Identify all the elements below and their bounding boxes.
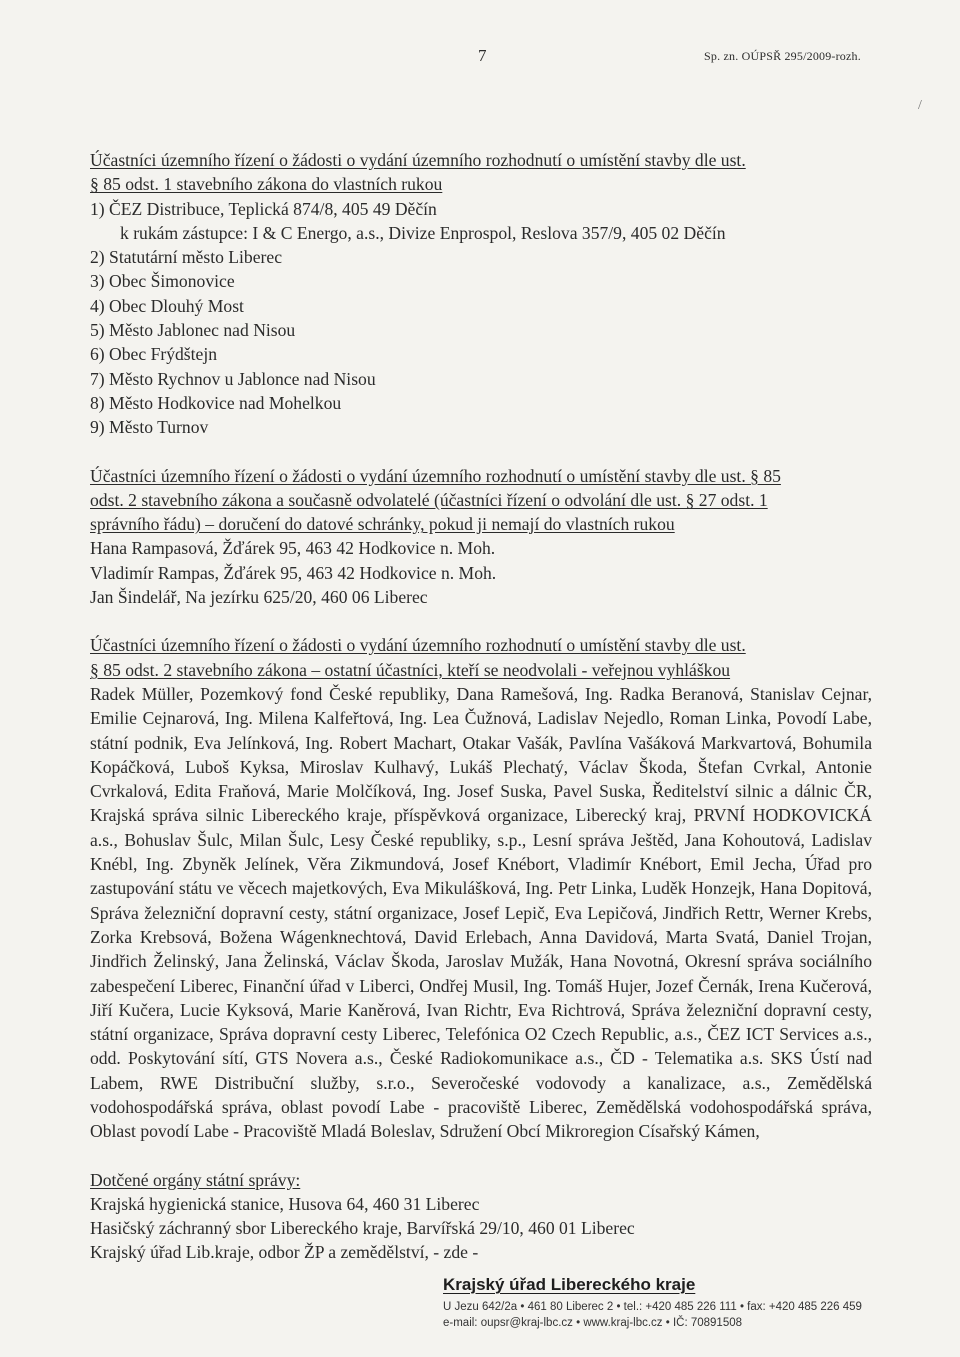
list-item: 1) ČEZ Distribuce, Teplická 874/8, 405 49 Děčín bbox=[90, 198, 437, 219]
list-item: 4) Obec Dlouhý Most bbox=[90, 295, 244, 316]
list-item: 6) Obec Frýdštejn bbox=[90, 344, 218, 365]
section-participants-85-2-appellants bbox=[90, 464, 890, 610]
section-heading: Účastníci územního řízení o žádosti o vydání územního rozhodnutí o umístění stavby dle ust. bbox=[90, 635, 746, 656]
section-heading: odst. 2 stavebního zákona a současně odvolatelé (účastníci řízení o odvolání dle ust. § 27 odst. 1 bbox=[90, 489, 768, 510]
person-line: Jan Šindelář, Na jezírku 625/20, 460 06 Liberec bbox=[90, 587, 428, 608]
list-item: 5) Město Jablonec nad Nisou bbox=[90, 320, 296, 341]
section-heading: správního řádu) – doručení do datové schránky, pokud ji nemají do vlastních rukou bbox=[90, 514, 675, 535]
office-address: U Jezu 642/2a • 461 80 Liberec 2 • tel.: +420 485 226 111 • fax: +420 485 226 459 bbox=[443, 1301, 862, 1313]
person-line: Hana Rampasová, Žďárek 95, 463 42 Hodkovice n. Moh. bbox=[90, 538, 496, 559]
person-line: Vladimír Rampas, Žďárek 95, 463 42 Hodkovice n. Moh. bbox=[90, 562, 497, 583]
list-item: 7) Město Rychnov u Jablonce nad Nisou bbox=[90, 368, 376, 389]
scan-mark: / bbox=[918, 98, 922, 113]
letterhead-footer bbox=[443, 1275, 862, 1331]
authority-line: Krajská hygienická stanice, Husova 64, 460 31 Liberec bbox=[90, 1193, 480, 1214]
list-item: 3) Obec Šimonovice bbox=[90, 271, 235, 292]
page-number: 7 bbox=[478, 46, 487, 65]
section-participants-85-1 bbox=[90, 148, 890, 440]
participants-paragraph: Radek Müller, Pozemkový fond České republiky, Dana Ramešová, Ing. Radka Beranová, Stanislav Cejnar, Emilie Cejnarová, Ing. Milena Kalfeřtová, Ing. Lea Čužnová, Ladislav Nejedlo, Roman Linka, Povodí Labe, státní podnik, Eva Jelínková, Ing. Robert Machart, Otakar Vašák, Pavlína Vašáková Markvartová, Bohumila Kopáčková, Luboš Kyksa, Miroslav Kulhavý, Lukáš Plechatý, Václav Škoda, Štefan Cvrkal, Antonie Cvrkalová, Edita Fraňová, Marie Molčíková, Ing. Josef Suska, Pavel Suska, Ředitelství silnic a dálnic ČR, Krajská správa silnic Libereckého kraje, příspěvková organizace, Liberecký kraj, PRVNÍ HODKOVICKÁ a.s., Bohuslav Šulc, Milan Šulc, Lesy České republiky, s.p., Lesní správa Ještěd, Jana Kohoutová, Ladislav Knébl, Ing. Zbyněk Jelínek, Věra Zikmundová, Josef Knébort, Vladimír Knébort, Emil Jecha, Úřad pro zastupování státu ve věcech majetkových, Eva Mikulášková, Ing. Petr Linka, Luděk Honzejk, Hana Dopitová, Správa železniční dopravní cesty, státní organizace, Josef Lepič, Eva Lepičová, Jindřich Rettr, Werner Krebs, Zorka Krebsová, Božena Wágenknechtová, David Erlebach, Anna Davidová, Marta Svatá, Daniel Trojan, Jindřich Želinský, Jana Želinská, Václav Škoda, Jaroslav Mužák, Hana Novotná, Okresní správa sociálního zabespečení Liberec, Finanční úřad v Liberci, Ondřej Musil, Ing. Tomáš Hujer, Jozef Černák, Irena Kučerová, Jiří Kučera, Lucie Kyksová, Marie Kaněrová, Ivan Richtr, Eva Richtrová, Správa železniční dopravní cesty, státní organizace, Správa dopravní cesty Liberec, Telefónica O2 Czech Republic, a.s., ČEZ ICT Services a.s., odd. Poskytování sítí, GTS Novera a.s., České Radiokomunikace a.s., ČD - Telematika a.s. SKS Ústí nad Labem, RWE Distribuční služby, s.r.o., Severočeské vodovody a kanalizace, a.s., Zemědělská vodohospodářská správa, oblast povodí Labe - pracoviště Liberec, Zemědělská vodohospodářská správa, Oblast povodí Labe - Pracoviště Mladá Boleslav, Sdružení Obcí Mikroregion Císařský Kámen, bbox=[90, 683, 872, 1142]
section-authorities bbox=[90, 1168, 890, 1265]
section-participants-85-2-public bbox=[90, 633, 890, 1143]
document-body bbox=[90, 148, 890, 1265]
list-item: 2) Statutární město Liberec bbox=[90, 247, 283, 268]
section-heading: Účastníci územního řízení o žádosti o vydání územního rozhodnutí o umístění stavby dle ust. § 85 bbox=[90, 465, 781, 486]
section-heading: Účastníci územního řízení o žádosti o vydání územního rozhodnutí o umístění stavby dle ust. bbox=[90, 150, 746, 170]
office-contact: e-mail: oupsr@kraj-lbc.cz • www.kraj-lbc.cz • IČ: 70891508 bbox=[443, 1317, 743, 1329]
office-name: Krajský úřad Libereckého kraje bbox=[443, 1275, 696, 1294]
section-heading: Dotčené orgány státní správy: bbox=[90, 1169, 301, 1190]
authority-line: Krajský úřad Lib.kraje, odbor ŽP a zemědělství, - zde - bbox=[90, 1242, 479, 1263]
section-heading: § 85 odst. 2 stavebního zákona – ostatní účastníci, kteří se neodvolali - veřejnou vyhláškou bbox=[90, 659, 731, 680]
list-item: 9) Město Turnov bbox=[90, 417, 209, 438]
authority-line: Hasičský záchranný sbor Libereckého kraje, Barvířská 29/10, 460 01 Liberec bbox=[90, 1218, 635, 1239]
file-reference: Sp. zn. OÚPSŘ 295/2009-rozh. bbox=[704, 49, 861, 63]
list-item-sub: k rukám zástupce: I & C Energo, a.s., Divize Enprospol, Reslova 357/9, 405 02 Děčín bbox=[120, 222, 726, 243]
participant-list bbox=[90, 197, 890, 440]
list-item: 8) Město Hodkovice nad Mohelkou bbox=[90, 392, 342, 413]
section-heading: § 85 odst. 1 stavebního zákona do vlastních rukou bbox=[90, 174, 443, 195]
